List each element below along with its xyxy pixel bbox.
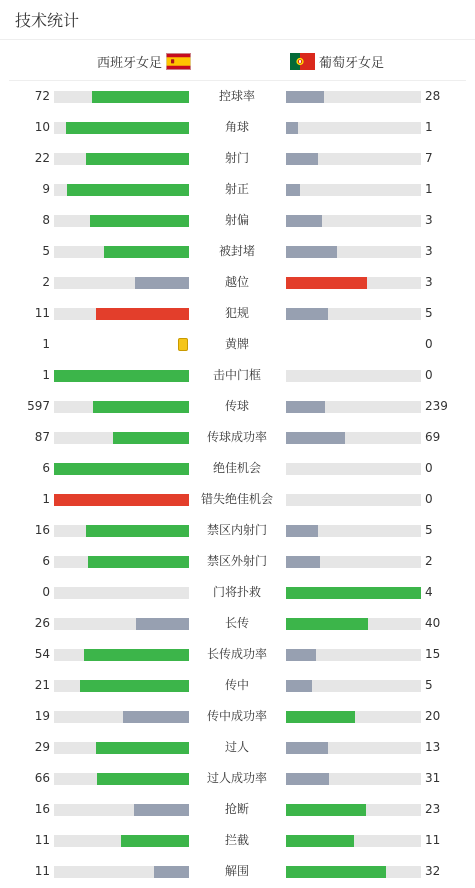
away-bar-track bbox=[286, 91, 421, 103]
away-bar-track bbox=[286, 494, 421, 506]
home-value: 16 bbox=[34, 523, 50, 537]
away-value: 5 bbox=[425, 678, 433, 692]
stat-row bbox=[0, 639, 475, 670]
home-bar-fill bbox=[97, 773, 189, 785]
stat-label: 禁区内射门 bbox=[206, 523, 267, 537]
home-value: 87 bbox=[34, 430, 50, 444]
home-value: 5 bbox=[42, 244, 50, 258]
away-bar-fill bbox=[286, 91, 324, 103]
away-value: 23 bbox=[425, 802, 441, 816]
home-value: 11 bbox=[34, 306, 50, 320]
home-bar-fill bbox=[54, 494, 189, 506]
away-bar-track bbox=[286, 277, 421, 289]
home-value: 8 bbox=[42, 213, 50, 227]
away-bar-fill bbox=[286, 680, 312, 692]
away-bar-track bbox=[286, 804, 421, 816]
home-value: 1 bbox=[42, 368, 50, 382]
away-value: 3 bbox=[425, 213, 433, 227]
home-bar-fill bbox=[90, 215, 189, 227]
away-value: 4 bbox=[425, 585, 433, 599]
stat-label: 拦截 bbox=[224, 833, 249, 847]
away-bar-fill bbox=[286, 556, 320, 568]
away-bar-track bbox=[286, 525, 421, 537]
away-bar-track bbox=[286, 649, 421, 661]
home-bar-fill bbox=[93, 401, 189, 413]
away-bar-fill bbox=[286, 277, 367, 289]
away-value: 20 bbox=[425, 709, 441, 723]
away-bar-track bbox=[286, 711, 421, 723]
home-bar-track bbox=[54, 804, 189, 816]
home-bar-track bbox=[54, 680, 189, 692]
stat-row bbox=[0, 825, 475, 856]
home-bar-fill bbox=[84, 649, 189, 661]
away-team-name: 葡萄牙女足 bbox=[319, 56, 385, 71]
away-value: 0 bbox=[425, 461, 433, 475]
stat-label: 击中门框 bbox=[212, 368, 261, 382]
home-bar-track bbox=[54, 215, 189, 227]
stat-label: 过人成功率 bbox=[206, 771, 267, 785]
home-bar-fill bbox=[92, 91, 189, 103]
stat-label: 长传 bbox=[224, 616, 249, 630]
away-bar-fill bbox=[286, 525, 318, 537]
home-bar-fill bbox=[80, 680, 189, 692]
stat-label: 犯规 bbox=[224, 306, 249, 320]
stat-row bbox=[0, 608, 475, 639]
stat-row bbox=[0, 484, 475, 515]
stat-row bbox=[0, 856, 475, 887]
home-bar-track bbox=[54, 370, 189, 382]
away-value: 15 bbox=[425, 647, 441, 661]
stat-row bbox=[0, 453, 475, 484]
stat-label: 黄牌 bbox=[224, 337, 249, 351]
home-bar-fill bbox=[54, 370, 189, 382]
home-value: 11 bbox=[34, 864, 50, 878]
away-bar-fill bbox=[286, 742, 328, 754]
home-value: 19 bbox=[34, 709, 50, 723]
away-bar-track bbox=[286, 184, 421, 196]
home-bar-track bbox=[54, 587, 189, 599]
away-value: 11 bbox=[425, 833, 441, 847]
home-bar-fill bbox=[121, 835, 189, 847]
home-bar-fill bbox=[66, 122, 189, 134]
away-bar-track bbox=[286, 432, 421, 444]
home-bar-track bbox=[54, 277, 189, 289]
home-bar-track bbox=[54, 432, 189, 444]
away-value: 3 bbox=[425, 244, 433, 258]
away-value: 31 bbox=[425, 771, 441, 785]
home-value: 1 bbox=[42, 492, 50, 506]
home-bar-track bbox=[54, 556, 189, 568]
header bbox=[0, 0, 475, 40]
home-bar-fill bbox=[96, 742, 189, 754]
stat-label: 射正 bbox=[224, 182, 249, 196]
away-bar-fill bbox=[286, 308, 328, 320]
stat-row bbox=[0, 670, 475, 701]
home-bar-fill bbox=[123, 711, 189, 723]
stat-row bbox=[0, 546, 475, 577]
stat-row bbox=[0, 205, 475, 236]
away-bar-fill bbox=[286, 184, 300, 196]
home-bar-track bbox=[54, 866, 189, 878]
away-bar-track bbox=[286, 556, 421, 568]
away-bar-fill bbox=[286, 804, 366, 816]
portugal-flag-icon bbox=[290, 53, 315, 70]
home-bar-fill bbox=[96, 308, 189, 320]
away-bar-track bbox=[286, 835, 421, 847]
home-value: 10 bbox=[34, 120, 50, 134]
stat-label: 控球率 bbox=[218, 89, 255, 103]
away-bar-fill bbox=[286, 711, 355, 723]
away-bar-fill bbox=[286, 401, 325, 413]
home-bar-fill bbox=[86, 525, 189, 537]
stat-label: 被封堵 bbox=[218, 244, 255, 258]
away-bar-fill bbox=[286, 215, 322, 227]
away-value: 0 bbox=[425, 492, 433, 506]
home-bar-track bbox=[54, 308, 189, 320]
stat-label: 角球 bbox=[224, 120, 249, 134]
stat-label: 长传成功率 bbox=[206, 647, 267, 661]
stat-label: 传球 bbox=[224, 399, 249, 413]
away-bar-fill bbox=[286, 618, 368, 630]
home-bar-track bbox=[54, 773, 189, 785]
home-bar-fill bbox=[113, 432, 189, 444]
home-bar-fill bbox=[104, 246, 189, 258]
home-value: 72 bbox=[34, 89, 50, 103]
away-value: 7 bbox=[425, 151, 433, 165]
away-bar-track bbox=[286, 370, 421, 382]
away-bar-track bbox=[286, 215, 421, 227]
stat-row bbox=[0, 577, 475, 608]
away-bar-track bbox=[286, 308, 421, 320]
away-value: 32 bbox=[425, 864, 441, 878]
teams-header bbox=[9, 40, 466, 81]
home-value: 16 bbox=[34, 802, 50, 816]
away-value: 3 bbox=[425, 275, 433, 289]
stat-row bbox=[0, 360, 475, 391]
home-bar-track bbox=[54, 649, 189, 661]
away-value: 0 bbox=[425, 368, 433, 382]
stat-row bbox=[0, 174, 475, 205]
home-bar-track bbox=[54, 122, 189, 134]
home-bar-fill bbox=[88, 556, 189, 568]
away-bar-fill bbox=[286, 587, 421, 599]
stat-label: 解围 bbox=[224, 864, 249, 878]
away-bar-track bbox=[286, 618, 421, 630]
home-value: 2 bbox=[42, 275, 50, 289]
home-bar-track bbox=[54, 246, 189, 258]
stat-row bbox=[0, 515, 475, 546]
away-value: 5 bbox=[425, 306, 433, 320]
stat-row bbox=[0, 112, 475, 143]
home-value: 29 bbox=[34, 740, 50, 754]
away-bar-fill bbox=[286, 773, 329, 785]
stat-row bbox=[0, 391, 475, 422]
stat-row bbox=[0, 298, 475, 329]
away-bar-track bbox=[286, 122, 421, 134]
home-value: 6 bbox=[42, 461, 50, 475]
home-bar-fill bbox=[67, 184, 189, 196]
stat-row bbox=[0, 236, 475, 267]
away-value: 1 bbox=[425, 182, 433, 196]
away-value: 0 bbox=[425, 337, 433, 351]
away-bar-track bbox=[286, 153, 421, 165]
stat-row bbox=[0, 763, 475, 794]
stat-row bbox=[0, 329, 475, 360]
stat-label: 门将扑救 bbox=[212, 585, 261, 599]
away-bar-track bbox=[286, 587, 421, 599]
home-bar-fill bbox=[154, 866, 189, 878]
stat-row bbox=[0, 701, 475, 732]
home-bar-fill bbox=[86, 153, 189, 165]
stat-label: 绝佳机会 bbox=[212, 461, 261, 475]
away-bar-track bbox=[286, 680, 421, 692]
stat-label: 过人 bbox=[224, 740, 249, 754]
home-bar-track bbox=[54, 742, 189, 754]
home-value: 21 bbox=[34, 678, 50, 692]
stat-label: 越位 bbox=[224, 275, 249, 289]
home-value: 9 bbox=[42, 182, 50, 196]
away-bar-track bbox=[286, 773, 421, 785]
away-value: 239 bbox=[425, 399, 448, 413]
stat-label: 射门 bbox=[224, 151, 249, 165]
home-value: 0 bbox=[42, 585, 50, 599]
home-bar-track bbox=[54, 525, 189, 537]
away-bar-fill bbox=[286, 153, 318, 165]
home-value: 597 bbox=[27, 399, 50, 413]
stat-label: 错失绝佳机会 bbox=[200, 492, 273, 506]
home-value: 11 bbox=[34, 833, 50, 847]
home-value: 54 bbox=[34, 647, 50, 661]
home-bar-track bbox=[54, 494, 189, 506]
stat-label: 禁区外射门 bbox=[206, 554, 267, 568]
home-bar-track bbox=[54, 618, 189, 630]
stats-list bbox=[0, 81, 475, 887]
away-bar-fill bbox=[286, 649, 316, 661]
home-value: 22 bbox=[34, 151, 50, 165]
stat-row bbox=[0, 732, 475, 763]
away-value: 69 bbox=[425, 430, 441, 444]
away-value: 40 bbox=[425, 616, 441, 630]
home-bar-track bbox=[54, 711, 189, 723]
home-team-name: 西班牙女足 bbox=[96, 56, 162, 71]
home-bar-track bbox=[54, 835, 189, 847]
away-bar-track bbox=[286, 401, 421, 413]
spain-flag-icon bbox=[166, 53, 191, 70]
away-value: 5 bbox=[425, 523, 433, 537]
away-bar-track bbox=[286, 866, 421, 878]
away-team bbox=[290, 52, 384, 71]
away-bar-fill bbox=[286, 246, 337, 258]
home-value: 66 bbox=[34, 771, 50, 785]
away-value: 28 bbox=[425, 89, 441, 103]
stat-row bbox=[0, 143, 475, 174]
home-bar-track bbox=[54, 401, 189, 413]
away-bar-track bbox=[286, 742, 421, 754]
away-value: 2 bbox=[425, 554, 433, 568]
home-bar-fill bbox=[135, 277, 189, 289]
home-team bbox=[97, 52, 191, 71]
home-value: 6 bbox=[42, 554, 50, 568]
home-bar-fill bbox=[54, 463, 189, 475]
home-bar-track bbox=[54, 463, 189, 475]
home-bar-fill bbox=[136, 618, 189, 630]
stat-row bbox=[0, 267, 475, 298]
stat-label: 传中成功率 bbox=[206, 709, 267, 723]
stat-row bbox=[0, 81, 475, 112]
away-value: 13 bbox=[425, 740, 441, 754]
yellow-card-icon bbox=[178, 338, 188, 351]
stat-label: 传球成功率 bbox=[206, 430, 267, 444]
away-bar-track bbox=[286, 246, 421, 258]
stat-row bbox=[0, 794, 475, 825]
stat-label: 射偏 bbox=[224, 213, 249, 227]
away-bar-fill bbox=[286, 866, 386, 878]
stat-label: 传中 bbox=[224, 678, 249, 692]
stat-label: 抢断 bbox=[224, 802, 249, 816]
home-bar-fill bbox=[134, 804, 189, 816]
home-bar-track bbox=[54, 184, 189, 196]
away-bar-fill bbox=[286, 122, 298, 134]
away-bar-fill bbox=[286, 835, 354, 847]
stat-row bbox=[0, 422, 475, 453]
home-value: 1 bbox=[42, 337, 50, 351]
away-value: 1 bbox=[425, 120, 433, 134]
home-bar-track bbox=[54, 153, 189, 165]
home-bar-track bbox=[54, 91, 189, 103]
page-title: 技术统计 bbox=[15, 11, 80, 30]
home-value: 26 bbox=[34, 616, 50, 630]
away-bar-track bbox=[286, 463, 421, 475]
away-bar-fill bbox=[286, 432, 345, 444]
